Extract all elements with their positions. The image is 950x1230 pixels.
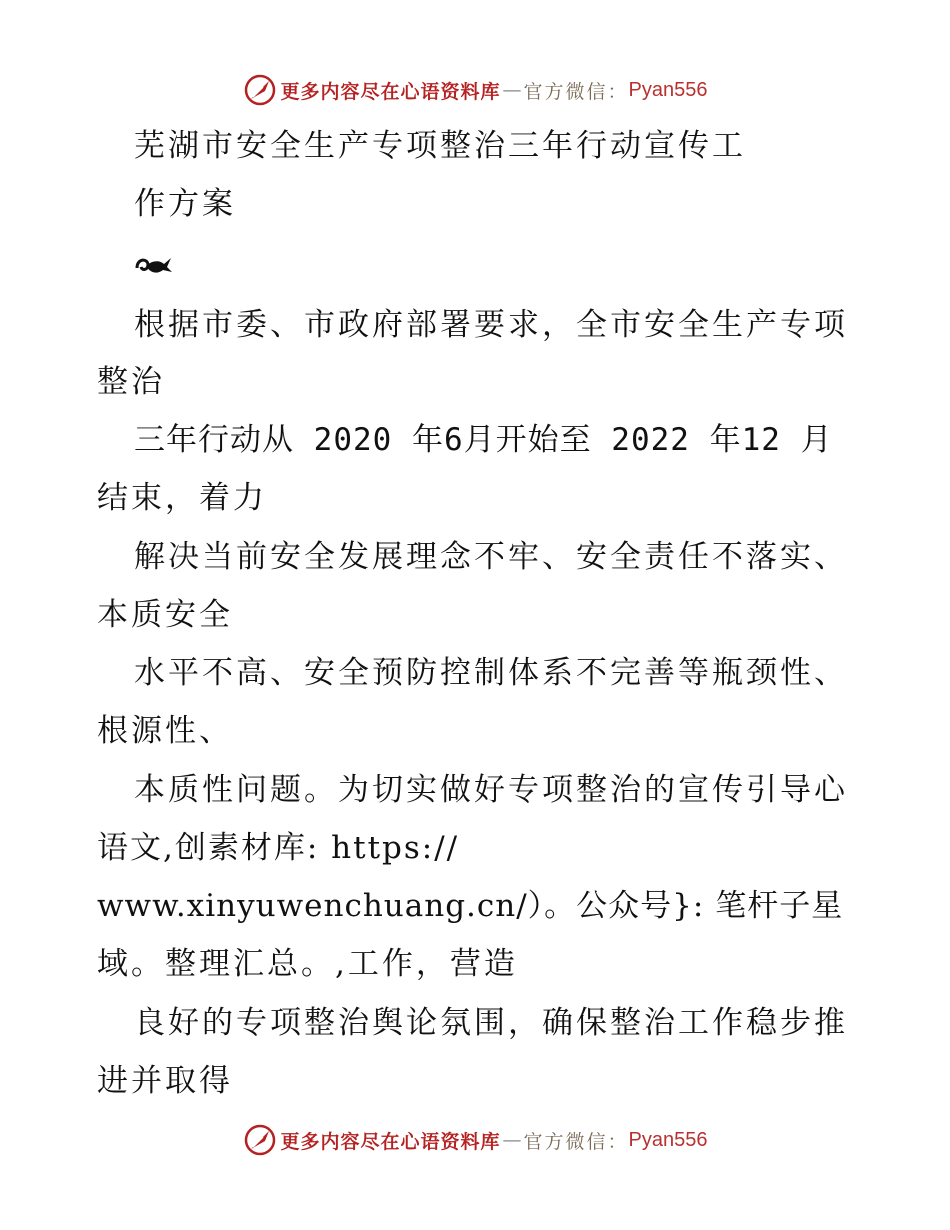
body-line-9: 本质性问题。为切实做好专项整治的宣传引导心 xyxy=(134,772,848,808)
banner-dash: — xyxy=(502,1129,522,1151)
body-line-11: www.xinyuwenchuang.cn/）。公众号}: 笔杆子星 xyxy=(97,888,844,924)
body-line-1: 根据市委、市政府部署要求，全市安全生产专项 xyxy=(134,307,848,343)
body-line-7: 水平不高、安全预防控制体系不完善等瓶颈性、 xyxy=(134,655,848,691)
banner-wechat-label: 官方微信： xyxy=(523,1130,629,1153)
banner-brand-text: 更多内容尽在心语资料库 xyxy=(280,80,501,103)
banner-brand-text: 更多内容尽在心语资料库 xyxy=(280,1130,501,1153)
banner-wechat-id: Pyan556 xyxy=(628,1128,708,1151)
body-line-13: 良好的专项整治舆论氛围，确保整治工作稳步推 xyxy=(134,1005,848,1041)
banner-dash: — xyxy=(502,79,522,101)
header-watermark-banner xyxy=(0,72,950,108)
body-line-8: 根源性、 xyxy=(97,713,233,749)
flourish-ornament-icon xyxy=(134,250,174,280)
banner-wechat-label: 官方微信： xyxy=(523,80,629,103)
body-line-4: 结束，着力 xyxy=(97,480,267,516)
body-line-12: 域。整理汇总。,工作，营造 xyxy=(97,946,518,982)
quill-pen-logo-icon xyxy=(243,1123,277,1157)
body-line-6: 本质安全 xyxy=(97,597,233,633)
footer-watermark-banner xyxy=(0,1122,950,1158)
quill-pen-logo-icon xyxy=(243,73,277,107)
body-line-5: 解决当前安全发展理念不牢、安全责任不落实、 xyxy=(134,539,848,575)
body-line-2: 整治 xyxy=(97,364,165,400)
banner-wechat-id: Pyan556 xyxy=(628,78,708,101)
document-title-line-1: 芜湖市安全生产专项整治三年行动宣传工 xyxy=(134,128,746,164)
document-title-line-2: 作方案 xyxy=(134,186,236,222)
body-line-14: 进并取得 xyxy=(97,1063,233,1099)
body-line-10: 语文,创素材库: https:// xyxy=(97,830,460,866)
body-line-3: 三年行动从 2020 年6月开始至 2022 年12 月 xyxy=(134,422,833,458)
